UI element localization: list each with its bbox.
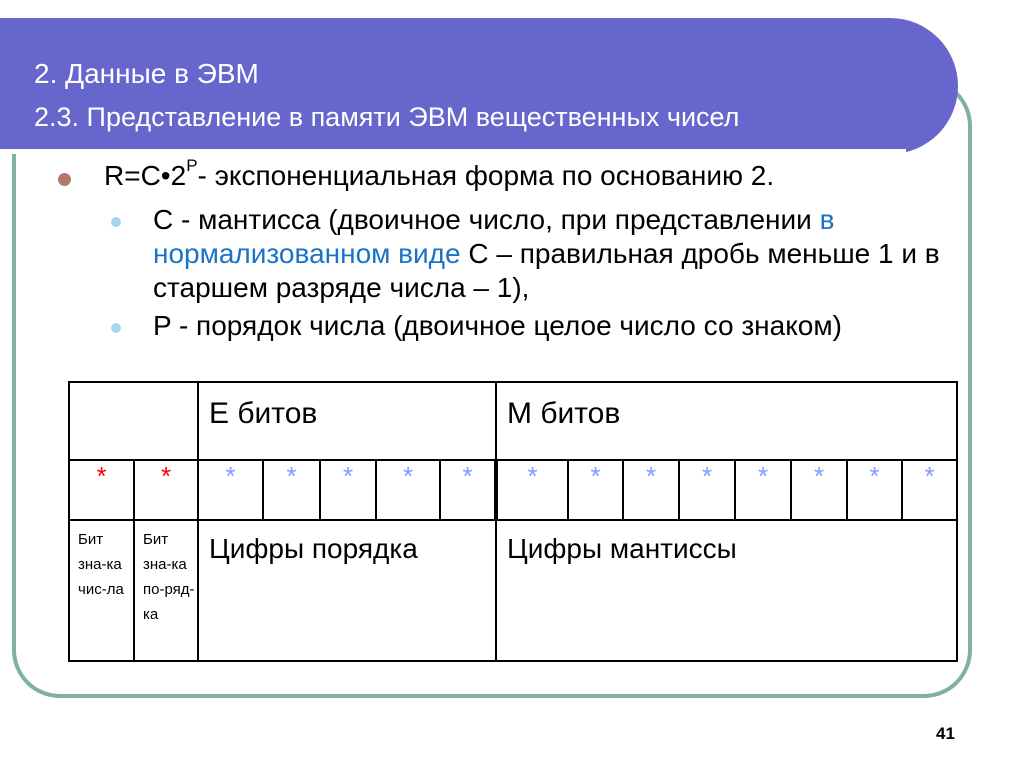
mant-bit-star: * [735, 460, 791, 520]
formula-exponent: P [186, 156, 198, 175]
mantissa-digits-label: Цифры мантиссы [496, 520, 957, 661]
mant-bit-star: * [902, 460, 957, 520]
exp-bit-star: * [198, 460, 263, 520]
exp-bit-star: * [320, 460, 376, 520]
exp-sign-bit-star: * [134, 460, 198, 520]
mantissa-text-2: C – правильная дробь меньше 1 и в старшем разряде числа – 1), [153, 238, 940, 303]
formula-prefix: R=C [104, 160, 161, 191]
exp-bit-star: * [263, 460, 320, 520]
table-description-row [69, 520, 957, 661]
header-exponent: E битов [198, 382, 496, 460]
mantissa-text-1: C - мантисса (двоичное число, при представлении [153, 204, 820, 235]
mant-bit-star: * [679, 460, 735, 520]
mant-bit-star: * [791, 460, 847, 520]
mant-bit-star: * [568, 460, 623, 520]
mantissa-accent: в нормализованном виде [153, 204, 835, 269]
formula-dot: • [160, 160, 171, 191]
slide-title: 2. Данные в ЭВМ [34, 58, 259, 89]
page-number: 41 [936, 724, 955, 743]
mant-bit-star: * [623, 460, 679, 520]
bullet-order: P - порядок числа (двоичное целое число со знаком) [153, 310, 842, 341]
mant-bit-star: * [847, 460, 902, 520]
exponent-digits-label: Цифры порядка [198, 520, 496, 661]
header-mantissa: M битов [496, 382, 957, 460]
bullet-formula [104, 156, 775, 192]
mant-bit-star: * [496, 460, 568, 520]
exp-bit-star: * [440, 460, 496, 520]
bullet-mantissa [153, 203, 973, 305]
table-bits-row [69, 460, 957, 520]
header-empty-cell [69, 382, 198, 460]
sub-bullet-dot-icon [111, 323, 121, 333]
bit-layout-table [68, 381, 958, 662]
exp-sign-bit-label: Бит зна-ка по-ряд-ка [134, 520, 198, 661]
table-header-row [69, 382, 957, 460]
bullet-dot-icon [58, 173, 71, 186]
slide-subtitle: 2.3. Представление в памяти ЭВМ вещественных чисел [34, 102, 740, 132]
sign-bit-label: Бит зна-ка чис-ла [69, 520, 134, 661]
sign-bit-star: * [69, 460, 134, 520]
formula-description: - экспоненциальная форма по основанию 2. [197, 160, 775, 191]
sub-bullet-dot-icon [111, 217, 121, 227]
formula-base: 2 [170, 160, 187, 191]
exp-bit-star: * [376, 460, 440, 520]
